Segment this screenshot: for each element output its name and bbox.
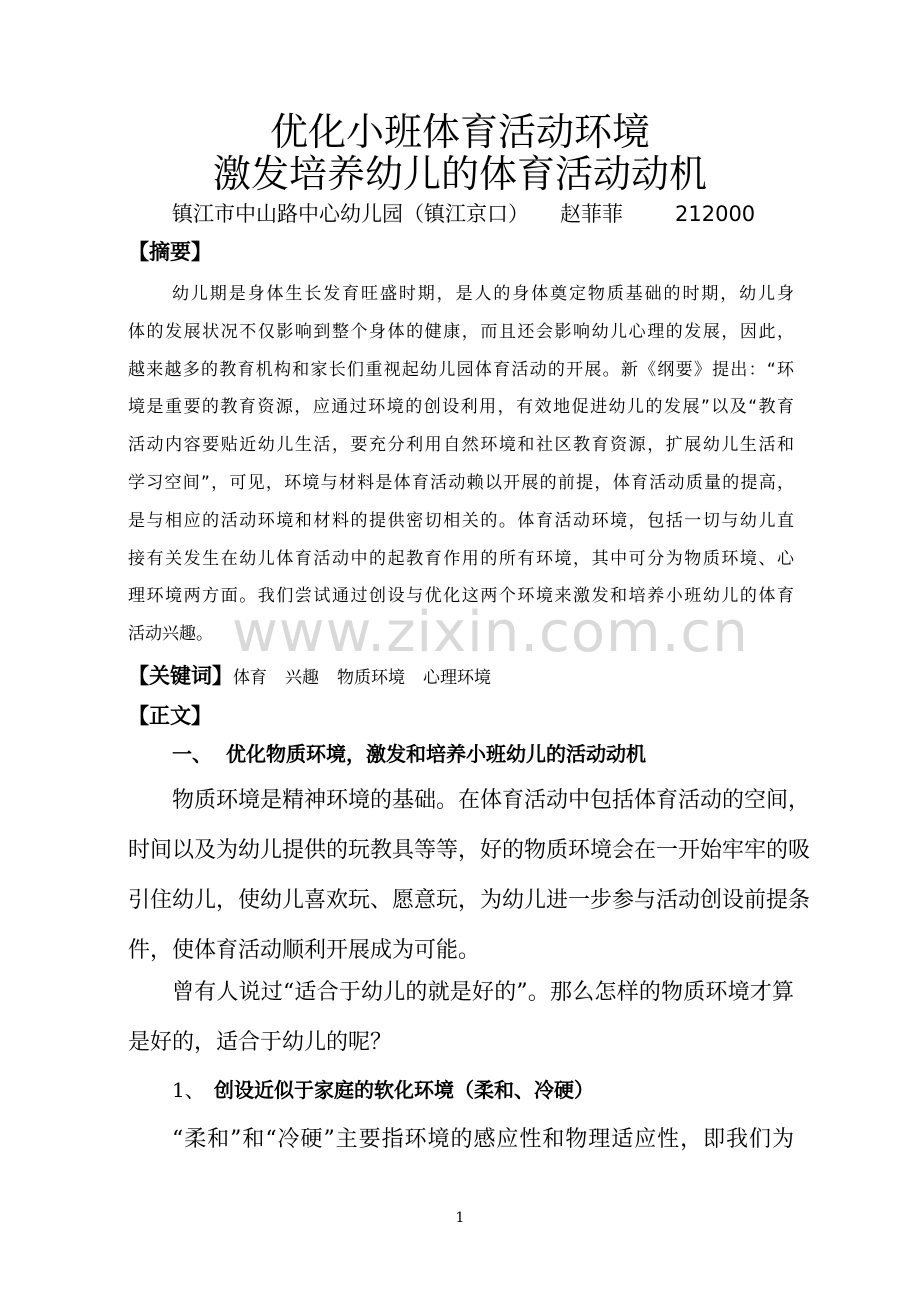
paragraph-line: 引住幼儿，使幼儿喜欢玩、愿意玩，为幼儿进一步参与活动创设前提条 (128, 888, 811, 913)
subsection-number: 1、 (172, 1078, 205, 1102)
section-title: 优化物质环境，激发和培养小班幼儿的活动动机 (226, 742, 646, 766)
byline (172, 200, 755, 228)
keyword: 体育 (233, 668, 267, 688)
keyword: 兴趣 (285, 668, 319, 688)
abstract-line: 活动内容要贴近幼儿生活，要充分利用自然环境和社区教育资源，扩展幼儿生活和 (128, 435, 794, 456)
abstract-line: 是与相应的活动环境和材料的提供密切相关的。体育活动环境，包括一切与幼儿直 (128, 510, 794, 531)
abstract-text (128, 276, 794, 654)
body-paragraph (128, 1115, 794, 1165)
byline-author: 赵菲菲 (560, 202, 623, 226)
keywords-row (128, 662, 509, 692)
paragraph-line: 物质环境是精神环境的基础。在体育活动中包括体育活动的空间， (172, 788, 811, 813)
abstract-line: 学习空间”，可见，环境与材料是体育活动赖以开展的前提，体育活动质量的提高， (128, 472, 794, 493)
paragraph-line: 曾有人说过“适合于幼儿的就是好的”。那么怎样的物质环境才算 (172, 980, 794, 1005)
abstract-line: 接有关发生在幼儿体育活动中的起教育作用的所有环境，其中可分为物质环境、心 (128, 548, 794, 569)
document-title-line2: 激发培养幼儿的体育活动动机 (212, 152, 707, 196)
abstract-line: 理环境两方面。我们尝试通过创设与优化这两个环境来激发和培养小班幼儿的体育 (128, 586, 794, 607)
body-paragraph (128, 968, 794, 1068)
paragraph-line: 件，使体育活动顺利开展成为可能。 (128, 938, 481, 963)
subsection-title: 创设近似于家庭的软化环境（柔和、冷硬） (214, 1078, 594, 1102)
paragraph-line: “柔和”和“冷硬”主要指环境的感应性和物理适应性，即我们为 (172, 1127, 794, 1152)
section-number: 一、 (172, 742, 212, 766)
abstract-line: 幼儿期是身体生长发育旺盛时期，是人的身体奠定物质基础的时期，幼儿身 (172, 284, 794, 304)
document-title-line1: 优化小班体育活动环境 (269, 110, 650, 154)
abstract-line: 体的发展状况不仅影响到整个身体的健康，而且还会影响幼儿心理的发展，因此， (128, 321, 794, 342)
byline-postcode: 212000 (675, 202, 756, 226)
keyword: 心理环境 (423, 668, 491, 688)
section-heading (172, 739, 646, 769)
watermark: www.zixin.com.cn (232, 600, 749, 665)
abstract-line: 越来越多的教育机构和家长们重视起幼儿园体育活动的开展。新《纲要》提出：“环 (128, 359, 794, 380)
body-paragraph (128, 776, 811, 976)
page-number: 1 (455, 1210, 465, 1226)
body-heading: 【正文】 (128, 704, 212, 728)
abstract-line: 境是重要的教育资源，应通过环境的创设利用，有效地促进幼儿的发展”以及“教育 (128, 397, 794, 418)
abstract-heading: 【摘要】 (128, 240, 212, 264)
keywords-heading: 【关键词】 (128, 664, 233, 688)
abstract-line: 活动兴趣。 (128, 624, 213, 645)
keyword: 物质环境 (337, 668, 405, 688)
byline-organization: 镇江市中山路中心幼儿园（镇江京口） (172, 202, 529, 226)
paragraph-line: 是好的，适合于幼儿的呢？ (128, 1030, 393, 1055)
subsection-heading (172, 1075, 594, 1105)
paragraph-line: 时间以及为幼儿提供的玩教具等等，好的物质环境会在一开始牢牢的吸 (128, 838, 811, 863)
